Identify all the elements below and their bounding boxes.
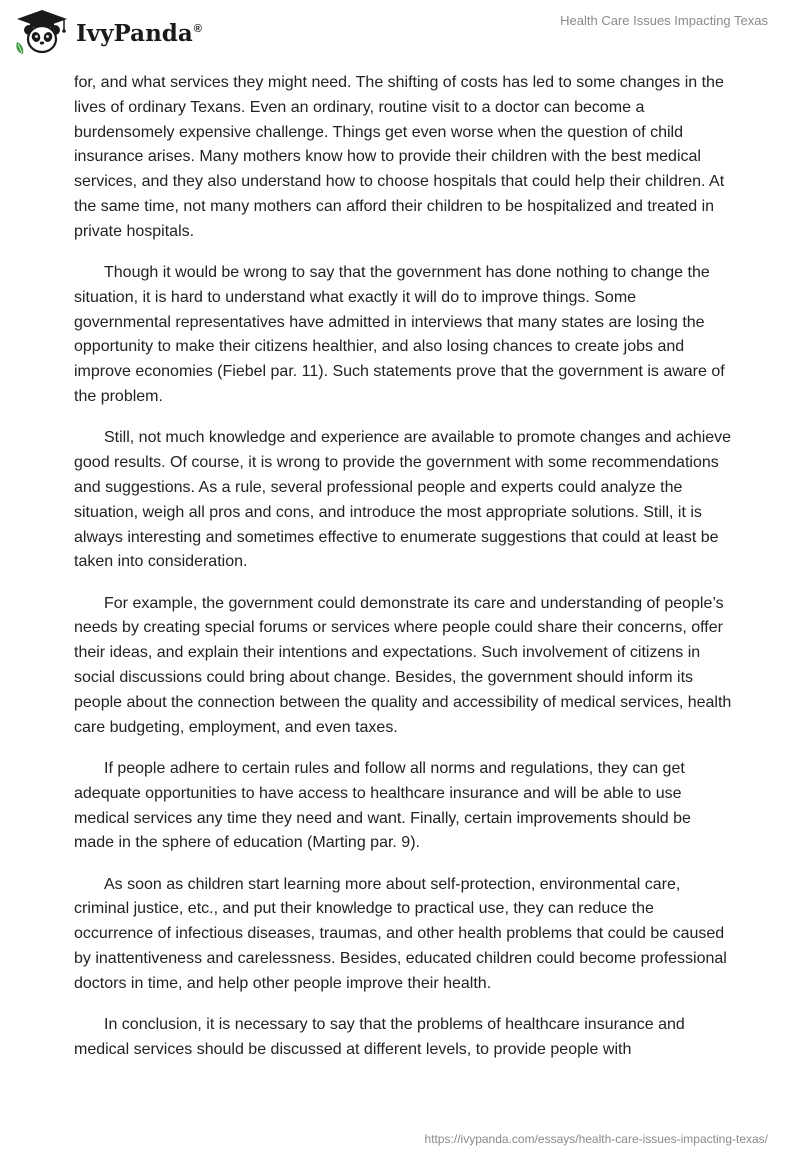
panda-graduate-logo-icon — [14, 8, 70, 56]
paragraph-6: As soon as children start learning more about self-protection, environmental care, criminal justice, etc., and put their knowledge to practical use, they can reduce the occurrence of infectious diseases, traumas, and other health problems that could be caused by inattentiveness and carelessness. Besides, educated children could become professional doctors in time, and help other people improve their health. — [74, 875, 727, 992]
paragraph-7: In conclusion, it is necessary to say that the problems of healthcare insurance and medical services should be discussed at different levels, to provide people with — [74, 1016, 685, 1058]
paragraph-4: For example, the government could demonstrate its care and understanding of people’s needs by creating special forums or services where people could share their concerns, offer their ideas, and explain their intentions and expectations. Such involvement of citizens in social discussions could bring about change. Besides, the government should inform its people about the connection between the quality and accessibility of medical services, health care budgeting, employment, and even taxes. — [74, 594, 732, 736]
essay-body — [74, 71, 734, 1079]
document-title: Health Care Issues Impacting Texas — [560, 13, 768, 28]
paragraph-5: If people adhere to certain rules and follow all norms and regulations, they can get adequate opportunities to have access to healthcare insurance and will be able to use medical services any time they need and want. Finally, certain improvements should be made in the sphere of education (Marting par. 9). — [74, 759, 691, 852]
source-url-link[interactable]: https://ivypanda.com/essays/health-care-issues-impacting-texas/ — [424, 1132, 768, 1146]
paragraph-3: Still, not much knowledge and experience are available to promote changes and achieve good results. Of course, it is wrong to provide the government with some recommendations and suggestions. As a rule, several professional people and experts could analyze the situation, weigh all pros and cons, and introduce the most appropriate solutions. Still, it is always interesting and sometimes effective to enumerate suggestions that could at least be taken into consideration. — [74, 429, 732, 571]
logo-wordmark: IvyPanda® — [76, 19, 202, 47]
registered-mark: ® — [193, 22, 202, 35]
ivypanda-logo[interactable] — [14, 8, 202, 56]
page-header — [0, 0, 800, 60]
paragraph-1: for, and what services they might need. The shifting of costs has led to some changes in the lives of ordinary Texans. Even an ordinary, routine visit to a doctor can become a burdensomely expensive challenge. Things get even worse when the question of child insurance arises. Many mothers know how to provide their children with the best medical services, and they also understand how to choose hospitals that could help their children. At the same time, not many mothers can afford their children to be hospitalized and treated in private hospitals. — [74, 74, 725, 240]
paragraph-2: Though it would be wrong to say that the government has done nothing to change the situation, it is hard to understand what exactly it will do to improve things. Some governmental representatives have admitted in interviews that many states are losing the opportunity to make their citizens healthier, and also losing chances to create jobs and improve economies (Fiebel par. 11). Such statements prove that the government is aware of the problem. — [74, 264, 725, 406]
